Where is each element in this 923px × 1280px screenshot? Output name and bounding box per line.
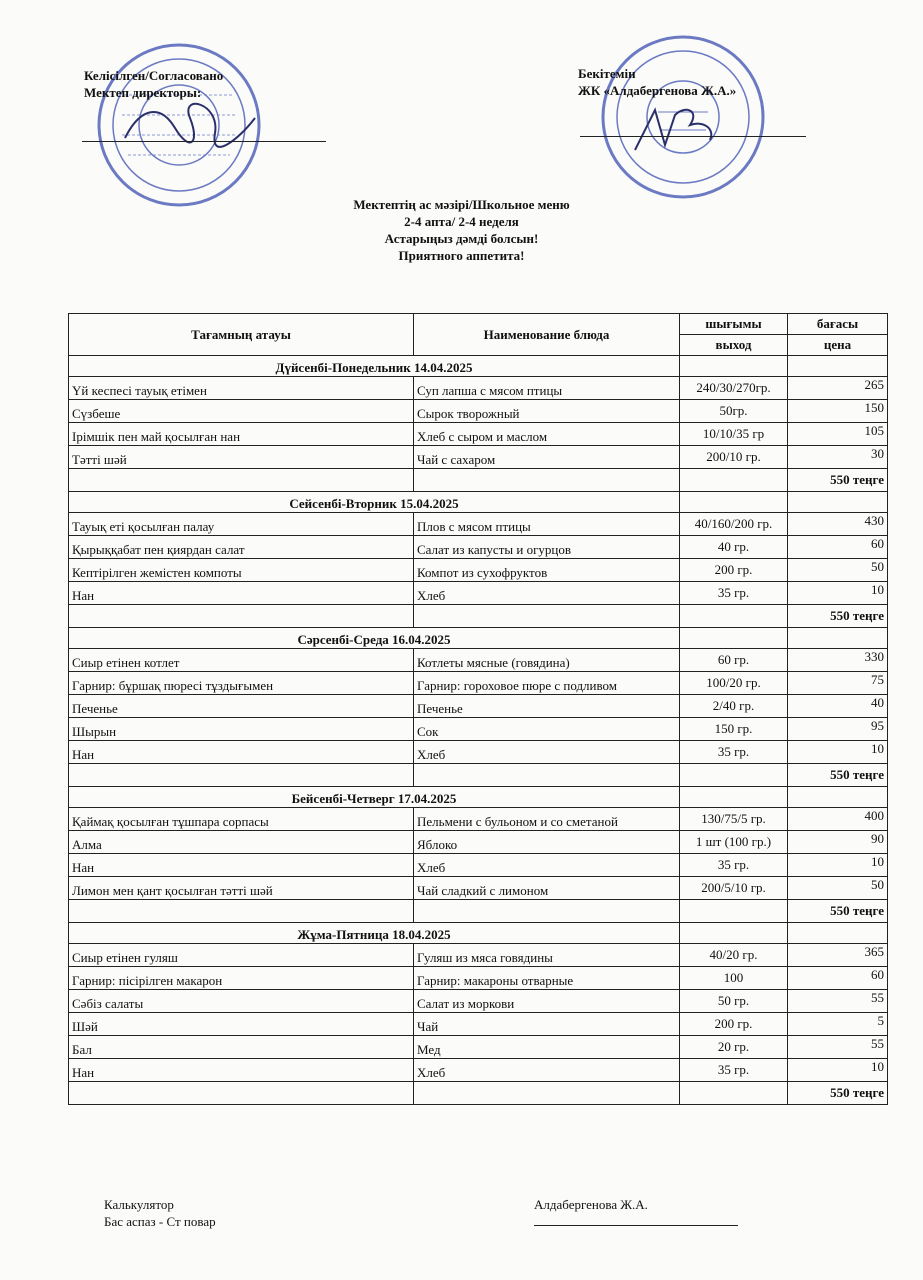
table-row	[69, 808, 888, 831]
day-total: 550 теңге	[788, 469, 888, 492]
day-total: 550 теңге	[788, 605, 888, 628]
right-signature	[630, 100, 720, 160]
dish-price: 50	[788, 877, 888, 900]
dish-portion: 200 гр.	[680, 1013, 788, 1036]
table-row	[69, 877, 888, 900]
dish-portion: 2/40 гр.	[680, 695, 788, 718]
day-header-row	[69, 356, 888, 377]
dish-portion: 200/10 гр.	[680, 446, 788, 469]
dish-name-kz: Сәбіз салаты	[69, 990, 414, 1013]
header-out-ru: выход	[680, 335, 788, 356]
dish-name-ru: Хлеб	[414, 582, 680, 605]
dish-name-ru: Чай сладкий с лимоном	[414, 877, 680, 900]
day-total: 550 теңге	[788, 1082, 888, 1105]
dish-name-kz: Нан	[69, 582, 414, 605]
dish-portion: 35 гр.	[680, 582, 788, 605]
header-ru: Наименование блюда	[414, 314, 680, 356]
day-label: Бейсенбі-Четверг 17.04.2025	[69, 787, 680, 808]
empty-cell	[69, 900, 414, 923]
dish-name-kz: Бал	[69, 1036, 414, 1059]
dish-name-kz: Үй кеспесі тауық етімен	[69, 377, 414, 400]
menu-title-block	[0, 196, 923, 264]
dish-price: 105	[788, 423, 888, 446]
header-price-kz: бағасы	[788, 314, 888, 335]
dish-name-ru: Сок	[414, 718, 680, 741]
dish-name-kz: Ірімшік пен май қосылған нан	[69, 423, 414, 446]
dish-name-ru: Салат из моркови	[414, 990, 680, 1013]
table-row	[69, 1013, 888, 1036]
dish-name-kz: Сүзбеше	[69, 400, 414, 423]
dish-portion: 35 гр.	[680, 1059, 788, 1082]
approval-right-role: ЖК «Алдабергенова Ж.А.»	[578, 83, 737, 98]
empty-cell	[414, 1082, 680, 1105]
empty-cell	[414, 764, 680, 787]
dish-name-kz: Сиыр етінен гуляш	[69, 944, 414, 967]
dish-portion: 200 гр.	[680, 559, 788, 582]
dish-portion: 240/30/270гр.	[680, 377, 788, 400]
dish-price: 50	[788, 559, 888, 582]
table-row	[69, 831, 888, 854]
title-line-2: 2-4 апта/ 2-4 неделя	[404, 214, 519, 229]
table-row	[69, 854, 888, 877]
dish-price: 55	[788, 1036, 888, 1059]
empty-cell	[69, 605, 414, 628]
dish-name-ru: Чай с сахаром	[414, 446, 680, 469]
title-line-4: Приятного аппетита!	[398, 248, 525, 263]
empty-cell	[680, 1082, 788, 1105]
dish-name-ru: Компот из сухофруктов	[414, 559, 680, 582]
dish-name-ru: Хлеб с сыром и маслом	[414, 423, 680, 446]
dish-name-kz: Алма	[69, 831, 414, 854]
empty-cell	[69, 469, 414, 492]
dish-portion: 35 гр.	[680, 854, 788, 877]
day-label: Сейсенбі-Вторник 15.04.2025	[69, 492, 680, 513]
day-label: Жұма-Пятница 18.04.2025	[69, 923, 680, 944]
table-row	[69, 400, 888, 423]
dish-portion: 40/20 гр.	[680, 944, 788, 967]
dish-portion: 40 гр.	[680, 536, 788, 559]
footer-signature-line	[534, 1225, 738, 1226]
dish-price: 365	[788, 944, 888, 967]
day-total-row	[69, 605, 888, 628]
day-total-row	[69, 1082, 888, 1105]
dish-price: 40	[788, 695, 888, 718]
right-signature-line	[580, 136, 806, 137]
footer-calculator: Калькулятор	[104, 1197, 174, 1212]
approval-left-title: Келісілген/Согласовано	[84, 68, 224, 83]
dish-name-ru: Гуляш из мяса говядины	[414, 944, 680, 967]
approval-left-role: Мектеп директоры:	[84, 85, 202, 100]
title-line-1: Мектептің ас мәзірі/Школьное меню	[353, 197, 570, 212]
dish-name-ru: Хлеб	[414, 1059, 680, 1082]
dish-name-kz: Қаймақ қосылған тұшпара сорпасы	[69, 808, 414, 831]
dish-price: 90	[788, 831, 888, 854]
dish-name-ru: Гарнир: макароны отварные	[414, 967, 680, 990]
empty-cell	[788, 356, 888, 377]
dish-portion: 100/20 гр.	[680, 672, 788, 695]
table-row	[69, 944, 888, 967]
empty-cell	[680, 787, 788, 808]
table-row	[69, 377, 888, 400]
dish-name-ru: Мед	[414, 1036, 680, 1059]
dish-portion: 40/160/200 гр.	[680, 513, 788, 536]
title-line-3: Астарыңыз дәмді болсын!	[384, 231, 539, 246]
day-label: Дүйсенбі-Понедельник 14.04.2025	[69, 356, 680, 377]
dish-price: 400	[788, 808, 888, 831]
dish-price: 55	[788, 990, 888, 1013]
dish-name-ru: Хлеб	[414, 854, 680, 877]
empty-cell	[680, 356, 788, 377]
dish-name-kz: Шәй	[69, 1013, 414, 1036]
approval-right-title: Бекітемін	[578, 66, 636, 81]
table-row	[69, 695, 888, 718]
table-row	[69, 513, 888, 536]
footer-chef: Бас аспаз - Ст повар	[104, 1214, 216, 1229]
empty-cell	[680, 469, 788, 492]
table-row	[69, 559, 888, 582]
dish-name-kz: Тәтті шәй	[69, 446, 414, 469]
day-header-row	[69, 628, 888, 649]
day-header-row	[69, 787, 888, 808]
empty-cell	[788, 628, 888, 649]
dish-name-kz: Нан	[69, 741, 414, 764]
day-total: 550 теңге	[788, 764, 888, 787]
dish-name-ru: Чай	[414, 1013, 680, 1036]
empty-cell	[69, 764, 414, 787]
dish-portion: 200/5/10 гр.	[680, 877, 788, 900]
dish-name-kz: Шырын	[69, 718, 414, 741]
dish-name-ru: Яблоко	[414, 831, 680, 854]
table-row	[69, 672, 888, 695]
footer-left	[104, 1196, 216, 1230]
dish-price: 10	[788, 582, 888, 605]
table-row	[69, 967, 888, 990]
dish-portion: 60 гр.	[680, 649, 788, 672]
dish-name-kz: Қырыққабат пен қиярдан салат	[69, 536, 414, 559]
dish-name-ru: Салат из капусты и огурцов	[414, 536, 680, 559]
day-total-row	[69, 900, 888, 923]
dish-portion: 100	[680, 967, 788, 990]
dish-price: 10	[788, 1059, 888, 1082]
empty-cell	[680, 923, 788, 944]
dish-name-kz: Нан	[69, 1059, 414, 1082]
dish-price: 150	[788, 400, 888, 423]
dish-price: 95	[788, 718, 888, 741]
empty-cell	[69, 1082, 414, 1105]
dish-price: 10	[788, 854, 888, 877]
table-row	[69, 536, 888, 559]
dish-name-ru: Сырок творожный	[414, 400, 680, 423]
dish-price: 60	[788, 967, 888, 990]
empty-cell	[680, 492, 788, 513]
dish-price: 75	[788, 672, 888, 695]
day-header-row	[69, 492, 888, 513]
dish-name-kz: Кептірілген жемістен компоты	[69, 559, 414, 582]
dish-name-ru: Плов с мясом птицы	[414, 513, 680, 536]
dish-portion: 130/75/5 гр.	[680, 808, 788, 831]
dish-portion: 10/10/35 гр	[680, 423, 788, 446]
dish-name-ru: Котлеты мясные (говядина)	[414, 649, 680, 672]
empty-cell	[788, 923, 888, 944]
dish-price: 330	[788, 649, 888, 672]
dish-portion: 50 гр.	[680, 990, 788, 1013]
empty-cell	[680, 900, 788, 923]
dish-price: 430	[788, 513, 888, 536]
header-price-ru: цена	[788, 335, 888, 356]
left-signature-line	[82, 141, 326, 142]
empty-cell	[680, 628, 788, 649]
header-kz: Тағамның атауы	[69, 314, 414, 356]
menu-table	[68, 313, 888, 1105]
dish-portion: 20 гр.	[680, 1036, 788, 1059]
dish-name-kz: Сиыр етінен котлет	[69, 649, 414, 672]
header-out-kz: шығымы	[680, 314, 788, 335]
empty-cell	[414, 900, 680, 923]
day-total-row	[69, 764, 888, 787]
footer-right-name: Алдабергенова Ж.А.	[534, 1197, 648, 1212]
empty-cell	[680, 605, 788, 628]
table-row	[69, 446, 888, 469]
day-total-row	[69, 469, 888, 492]
dish-portion: 1 шт (100 гр.)	[680, 831, 788, 854]
empty-cell	[680, 764, 788, 787]
table-row	[69, 990, 888, 1013]
table-row	[69, 718, 888, 741]
dish-price: 60	[788, 536, 888, 559]
day-label: Сәрсенбі-Среда 16.04.2025	[69, 628, 680, 649]
day-header-row	[69, 923, 888, 944]
dish-price: 265	[788, 377, 888, 400]
empty-cell	[414, 469, 680, 492]
dish-price: 5	[788, 1013, 888, 1036]
dish-name-kz: Тауық еті қосылған палау	[69, 513, 414, 536]
dish-name-kz: Печенье	[69, 695, 414, 718]
dish-price: 30	[788, 446, 888, 469]
table-row	[69, 1059, 888, 1082]
empty-cell	[414, 605, 680, 628]
table-row	[69, 649, 888, 672]
day-total: 550 теңге	[788, 900, 888, 923]
dish-name-ru: Суп лапша с мясом птицы	[414, 377, 680, 400]
dish-portion: 50гр.	[680, 400, 788, 423]
dish-name-kz: Лимон мен қант қосылған тәтті шәй	[69, 877, 414, 900]
table-row	[69, 582, 888, 605]
dish-name-ru: Гарнир: гороховое пюре с подливом	[414, 672, 680, 695]
table-row	[69, 741, 888, 764]
dish-name-ru: Пельмени с бульоном и со сметаной	[414, 808, 680, 831]
empty-cell	[788, 787, 888, 808]
dish-name-kz: Нан	[69, 854, 414, 877]
table-row	[69, 423, 888, 446]
table-row	[69, 1036, 888, 1059]
dish-portion: 150 гр.	[680, 718, 788, 741]
table-header-row-1	[69, 314, 888, 335]
dish-price: 10	[788, 741, 888, 764]
dish-name-ru: Печенье	[414, 695, 680, 718]
dish-name-kz: Гарнир: бұршақ пюресі тұздығымен	[69, 672, 414, 695]
dish-portion: 35 гр.	[680, 741, 788, 764]
dish-name-kz: Гарнир: пісірілген макарон	[69, 967, 414, 990]
dish-name-ru: Хлеб	[414, 741, 680, 764]
empty-cell	[788, 492, 888, 513]
